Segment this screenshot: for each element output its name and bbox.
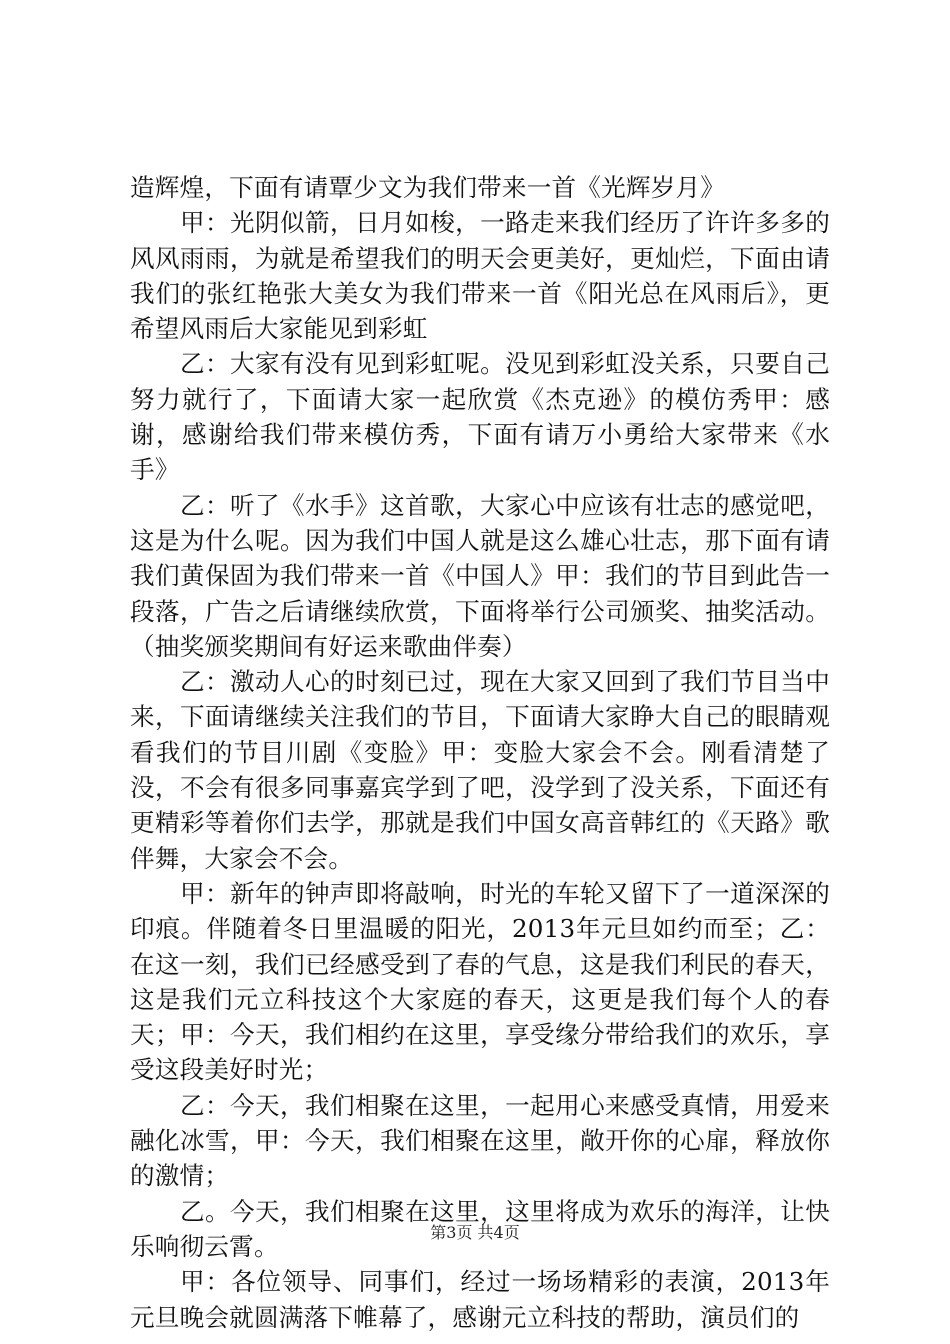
paragraph-5: 乙：激动人心的时刻已过，现在大家又回到了我们节目当中来，下面请继续关注我们的节目，下面请大家睁大自己的眼睛观看我们的节目川剧《变脸》甲：变脸大家会不会。刚看清楚了没，不会有很多同事嘉宾学到了吧，没学到了没关系，下面还有更精彩等着你们去学，那就是我们中国女高音韩红的《天路》歌伴舞，大家会不会。 — [130, 667, 830, 873]
paragraph-1: 造辉煌，下面有请覃少文为我们带来一首《光辉岁月》 — [130, 173, 726, 202]
paragraph-4: 乙：听了《水手》这首歌，大家心中应该有壮志的感觉吧，这是为什么呢。因为我们中国人就是这么雄心壮志，那下面有请我们黄保固为我们带来一首《中国人》甲：我们的节目到此告一段落，广告之后请继续欣赏，下面将举行公司颁奖、抽奖活动。（抽奖颁奖期间有好运来歌曲伴奏） — [130, 490, 830, 661]
paragraph-3: 乙：大家有没有见到彩虹呢。没见到彩虹没关系，只要自己努力就行了，下面请大家一起欣赏《杰克逊》的模仿秀甲：感谢，感谢给我们带来模仿秀，下面有请万小勇给大家带来《水手》 — [130, 349, 830, 485]
paragraph-8: 乙。今天，我们相聚在这里，这里将成为欢乐的海洋，让快乐响彻云霄。 — [130, 1196, 830, 1261]
page-footer — [0, 1222, 950, 1244]
paragraph-7: 乙：今天，我们相聚在这里，一起用心来感受真情，用爱来融化冰雪，甲：今天，我们相聚在这里，敞开你的心扉，释放你的激情； — [130, 1090, 830, 1191]
paragraph-9: 甲：各位领导、同事们，经过一场场精彩的表演，2013年元旦晚会就圆满落下帷幕了，感谢元立科技的帮助，演员们的 — [130, 1267, 830, 1332]
page-number-label: 第3页 共4页 — [430, 1223, 520, 1242]
paragraph-2: 甲：光阴似箭，日月如梭，一路走来我们经历了许许多多的风风雨雨，为就是希望我们的明天会更美好，更灿烂，下面由请我们的张红艳张大美女为我们带来一首《阳光总在风雨后》，更希望风雨后大家能见到彩虹 — [130, 208, 830, 344]
document-body — [130, 170, 830, 1335]
paragraph-6: 甲：新年的钟声即将敲响，时光的车轮又留下了一道深深的印痕。伴随着冬日里温暖的阳光，2013年元旦如约而至；乙：在这一刻，我们已经感受到了春的气息，这是我们利民的春天，这是我们元立科技这个大家庭的春天，这更是我们每个人的春天；甲：今天，我们相约在这里，享受缘分带给我们的欢乐，享受这段美好时光； — [130, 878, 830, 1085]
